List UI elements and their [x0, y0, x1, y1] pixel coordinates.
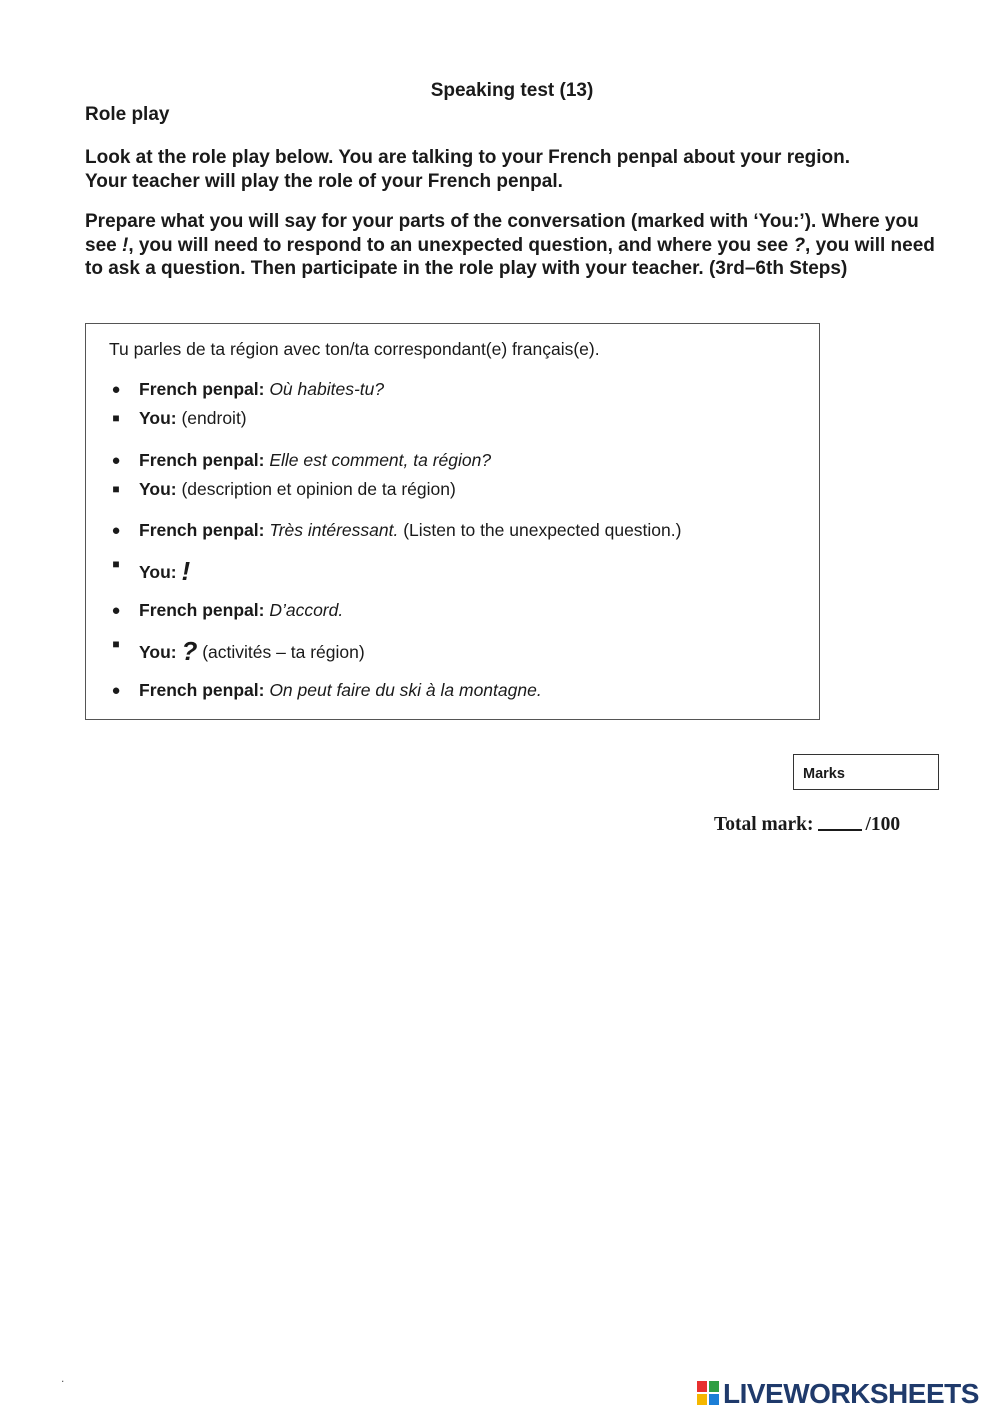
- roleplay-intro: Tu parles de ta région avec ton/ta correspondant(e) français(e).: [109, 339, 600, 359]
- instructions-line-2: Your teacher will play the role of your French penpal.: [85, 170, 563, 192]
- logo-cell: [697, 1394, 707, 1405]
- you-response-2: (description et opinion de ta région): [181, 479, 456, 499]
- exclamation-symbol: !: [121, 234, 129, 256]
- square-bullet-icon: ■: [112, 482, 120, 496]
- total-mark-blank[interactable]: [818, 829, 862, 831]
- logo-grid-icon: [697, 1381, 719, 1405]
- you-response-1: (endroit): [181, 408, 247, 428]
- instructions-line-1: Look at the role play below. You are talking to your French penpal about your region.: [85, 147, 851, 168]
- penpal-note-3: (Listen to the unexpected question.): [403, 520, 682, 540]
- logo-cell: [709, 1394, 719, 1405]
- bullet-icon: ●: [111, 522, 121, 539]
- instructions-text-part-1: Prepare what you will say for your parts of the conversation (marked with ‘You:’). Where you see: [85, 211, 919, 256]
- liveworksheets-logo[interactable]: [697, 1378, 997, 1408]
- bullet-icon: ●: [111, 452, 121, 469]
- penpal-label: French penpal:: [139, 600, 265, 620]
- question-symbol: ?: [793, 234, 806, 256]
- stray-dot: .: [61, 1371, 65, 1385]
- bullet-icon: ●: [111, 682, 121, 699]
- penpal-prompt-4: D’accord.: [269, 600, 344, 620]
- penpal-label: French penpal:: [139, 450, 265, 470]
- roleplay-box: [85, 323, 820, 720]
- you-response-4: (activités – ta région): [202, 642, 365, 662]
- bullet-icon: ●: [111, 381, 121, 398]
- penpal-prompt-1: Où habites-tu?: [269, 379, 385, 399]
- total-mark-label: Total mark:: [714, 814, 814, 835]
- total-mark-max: /100: [865, 814, 901, 835]
- question-icon: ?: [181, 636, 198, 666]
- logo-cell: [709, 1381, 719, 1392]
- penpal-label: French penpal:: [139, 520, 265, 540]
- section-heading: Role play: [85, 104, 170, 125]
- penpal-prompt-3: Très intéressant.: [269, 520, 399, 540]
- exclamation-icon: !: [181, 556, 191, 586]
- instructions-text-part-3: , you will need to ask a question. Then participate in the role play with your teacher. (3rd–6th Steps): [85, 234, 935, 279]
- page-title: Speaking test (13): [430, 80, 594, 101]
- total-mark: [714, 814, 900, 836]
- penpal-label: French penpal:: [139, 379, 265, 399]
- square-bullet-icon: ■: [112, 411, 120, 425]
- logo-cell: [697, 1381, 707, 1392]
- marks-label: Marks: [803, 766, 845, 782]
- you-label: You:: [139, 479, 177, 499]
- square-bullet-icon: ■: [112, 637, 120, 651]
- penpal-label: French penpal:: [139, 680, 265, 700]
- you-label: You:: [139, 562, 177, 582]
- you-label: You:: [139, 408, 177, 428]
- marks-box[interactable]: [793, 754, 939, 790]
- instructions-text-part-2: , you will need to respond to an unexpected question, and where you see: [128, 234, 794, 256]
- penpal-prompt-2: Elle est comment, ta région?: [269, 450, 492, 470]
- bullet-icon: ●: [111, 602, 121, 619]
- instructions-paragraph-1: [85, 146, 955, 193]
- instructions-paragraph-2: [85, 210, 955, 281]
- square-bullet-icon: ■: [112, 557, 120, 571]
- penpal-prompt-5: On peut faire du ski à la montagne.: [269, 680, 542, 700]
- logo-text: LIVEWORKSHEETS: [723, 1378, 979, 1409]
- you-label: You:: [139, 642, 177, 662]
